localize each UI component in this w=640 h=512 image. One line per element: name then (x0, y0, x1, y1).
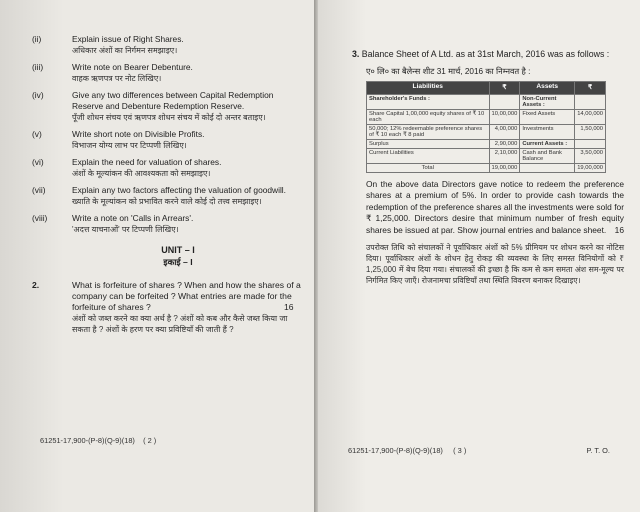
table-row (367, 149, 606, 164)
table-cell: Current Assets : (520, 140, 575, 149)
table-row (367, 95, 606, 110)
question-text: Write a note on 'Calls in Arrears'. (72, 213, 194, 223)
question-item (32, 62, 304, 84)
table-cell: 10,00,000 (489, 110, 520, 125)
table-cell: 2,10,000 (489, 149, 520, 164)
unit-title-hindi: इकाई – I (163, 257, 193, 267)
question-hindi: 'अदत्त याचनाओं' पर टिप्पणी लिखिए। (72, 225, 179, 234)
question-number: (iii) (32, 62, 44, 72)
table-cell: 4,00,000 (489, 125, 520, 140)
table-header-cell: ₹ (575, 82, 606, 95)
question-3-body (366, 179, 624, 236)
question-number: (v) (32, 129, 42, 139)
table-cell: 19,00,000 (575, 164, 606, 173)
question-3-text: Balance Sheet of A Ltd. as at 31st March, 2016 was as follows : (361, 49, 610, 59)
table-cell: Surplus (367, 140, 490, 149)
question-hindi: अधिकार अंशों का निर्गमन समझाइए। (72, 46, 178, 55)
question-hindi: वाहक ऋणपत्र पर नोट लिखिए। (72, 74, 162, 83)
table-cell: Shareholder's Funds : (367, 95, 490, 110)
table-cell: Investments (520, 125, 575, 140)
question-2 (32, 280, 304, 335)
table-row (367, 110, 606, 125)
question-item (32, 157, 304, 179)
question-text: Explain issue of Right Shares. (72, 34, 184, 44)
question-item (32, 129, 304, 151)
table-row (367, 125, 606, 140)
question-3-title-hindi: ए० लि० का बैलेन्स शीट 31 मार्च, 2016 का निम्नवत है : (366, 67, 531, 76)
question-2-english: 2. What is forfeiture of shares ? When and how the shares of a company can be forfeited ? What entries are made for the forfeiture of shares ? 16 (32, 280, 301, 312)
question-number: (ii) (32, 34, 42, 44)
table-header-cell: Liabilities (367, 82, 490, 95)
question-3-title (352, 48, 624, 60)
question-english (32, 129, 304, 140)
question-hindi: ख्याति के मूल्यांकन को प्रभावित करने वाले कोई दो तत्त्व समझाइए। (72, 197, 262, 206)
question-2-number: 2. (32, 280, 40, 290)
table-cell (575, 95, 606, 110)
table-cell: Cash and Bank Balance (520, 149, 575, 164)
question-3-body-text: On the above data Directors gave notice to redeem the preference shares at a premium of 5%. In order to provide cash towards the redemption of the preference shares all the investments were sold for ₹ 1,25,000. Directors desire that minimum number of fresh equity shares be issued at par. Show journal entries and balance sheet. (366, 179, 624, 235)
footer-code: 61251-17,900-(P-8)(Q-9)(18) (40, 436, 135, 445)
question-item (32, 34, 304, 56)
question-text: Explain any two factors affecting the valuation of goodwill. (72, 185, 286, 195)
question-hindi: पूँजी शोधन संचय एवं ऋणपत्र शोधन संचय में कोई दो अन्तर बताइए। (72, 113, 266, 122)
question-2-hindi: अंशों को जब्त करने का क्या अर्थ है ? अंशों को कब और कैसे जब्त किया जा सकता है ? अंशों के हरण पर क्या प्रविष्टियाँ की जाती हैं ? (72, 314, 288, 334)
table-cell: 3,50,000 (575, 149, 606, 164)
question-english (32, 62, 304, 73)
table-cell (575, 140, 606, 149)
question-3-body-hindi: उपरोक्त तिथि को संचालकों ने पूर्वाधिकार अंशों को 5% प्रीमियम पर शोधन करने का नोटिस दिया। पूर्वाधिकार अंशों के शोधन हेतु रोकड़ की व्यवस्था के लिए समस्त विनियोगों को ₹ 1,25,000 में बेच दिया गया। संचालकों की इच्छा है कि कम से कम समता अंश सम-मूल्य पर निर्गमित किए जाएँ। रोजनामचा प्रविष्टियाँ तथा स्थिति विवरण बनाकर दिखाइए। (366, 243, 624, 286)
question-list (32, 34, 304, 235)
table-row (367, 164, 606, 173)
question-english (32, 157, 304, 168)
left-footer (40, 436, 156, 445)
question-item (32, 213, 304, 235)
footer-code: 61251-17,900-(P-8)(Q-9)(18) (348, 446, 443, 455)
question-hindi: विभाजन योग्य लाभ पर टिप्पणी लिखिए। (72, 141, 187, 150)
question-number: (viii) (32, 213, 48, 223)
table-header-cell: ₹ (489, 82, 520, 95)
table-cell (520, 164, 575, 173)
question-2-text: What is forfeiture of shares ? When and how the shares of a company can be forfeited ? What entries are made for the forfeiture of shares ? (72, 280, 301, 312)
question-number: (vii) (32, 185, 46, 195)
table-header-cell: Assets (520, 82, 575, 95)
table-cell: 19,00,000 (489, 164, 520, 173)
left-page (0, 0, 318, 512)
balance-sheet-table (366, 81, 606, 173)
question-text: Write note on Bearer Debenture. (72, 62, 193, 72)
question-number: (vi) (32, 157, 44, 167)
question-item (32, 185, 304, 207)
question-item (32, 90, 304, 123)
right-footer (348, 446, 610, 455)
question-english (32, 185, 304, 196)
table-cell: 50,000; 12% redeemable preference shares of ₹ 10 each ₹ 8 paid (367, 125, 490, 140)
question-english (32, 34, 304, 45)
right-page (318, 0, 640, 512)
table-cell: Current Liabilities (367, 149, 490, 164)
question-hindi: अंशों के मूल्यांकन की आवश्यकता को समझाइए। (72, 169, 211, 178)
table-row (367, 140, 606, 149)
question-text: Give any two differences between Capital Redemption Reserve and Debenture Redemption Reserve. (72, 90, 274, 111)
table-cell: Total (367, 164, 490, 173)
table-cell (489, 95, 520, 110)
question-text: Explain the need for valuation of shares. (72, 157, 222, 167)
question-english (32, 213, 304, 224)
table-cell: Share Capital 1,00,000 equity shares of ₹ 10 each (367, 110, 490, 125)
table-cell: 2,90,000 (489, 140, 520, 149)
table-cell: 1,50,000 (575, 125, 606, 140)
table-cell: 14,00,000 (575, 110, 606, 125)
footer-page-number: ( 3 ) (453, 446, 467, 455)
unit-title: UNIT – I (161, 245, 195, 255)
question-english (32, 90, 304, 112)
footer-page-number: ( 2 ) (143, 436, 157, 445)
table-cell: Fixed Assets (520, 110, 575, 125)
footer-pto: P. T. O. (586, 446, 610, 455)
question-text: Write short note on Divisible Profits. (72, 129, 205, 139)
question-3-marks: 16 (614, 224, 624, 235)
question-number: (iv) (32, 90, 44, 100)
question-3-number: 3. (352, 49, 360, 59)
table-cell: Non-Current Assets : (520, 95, 575, 110)
